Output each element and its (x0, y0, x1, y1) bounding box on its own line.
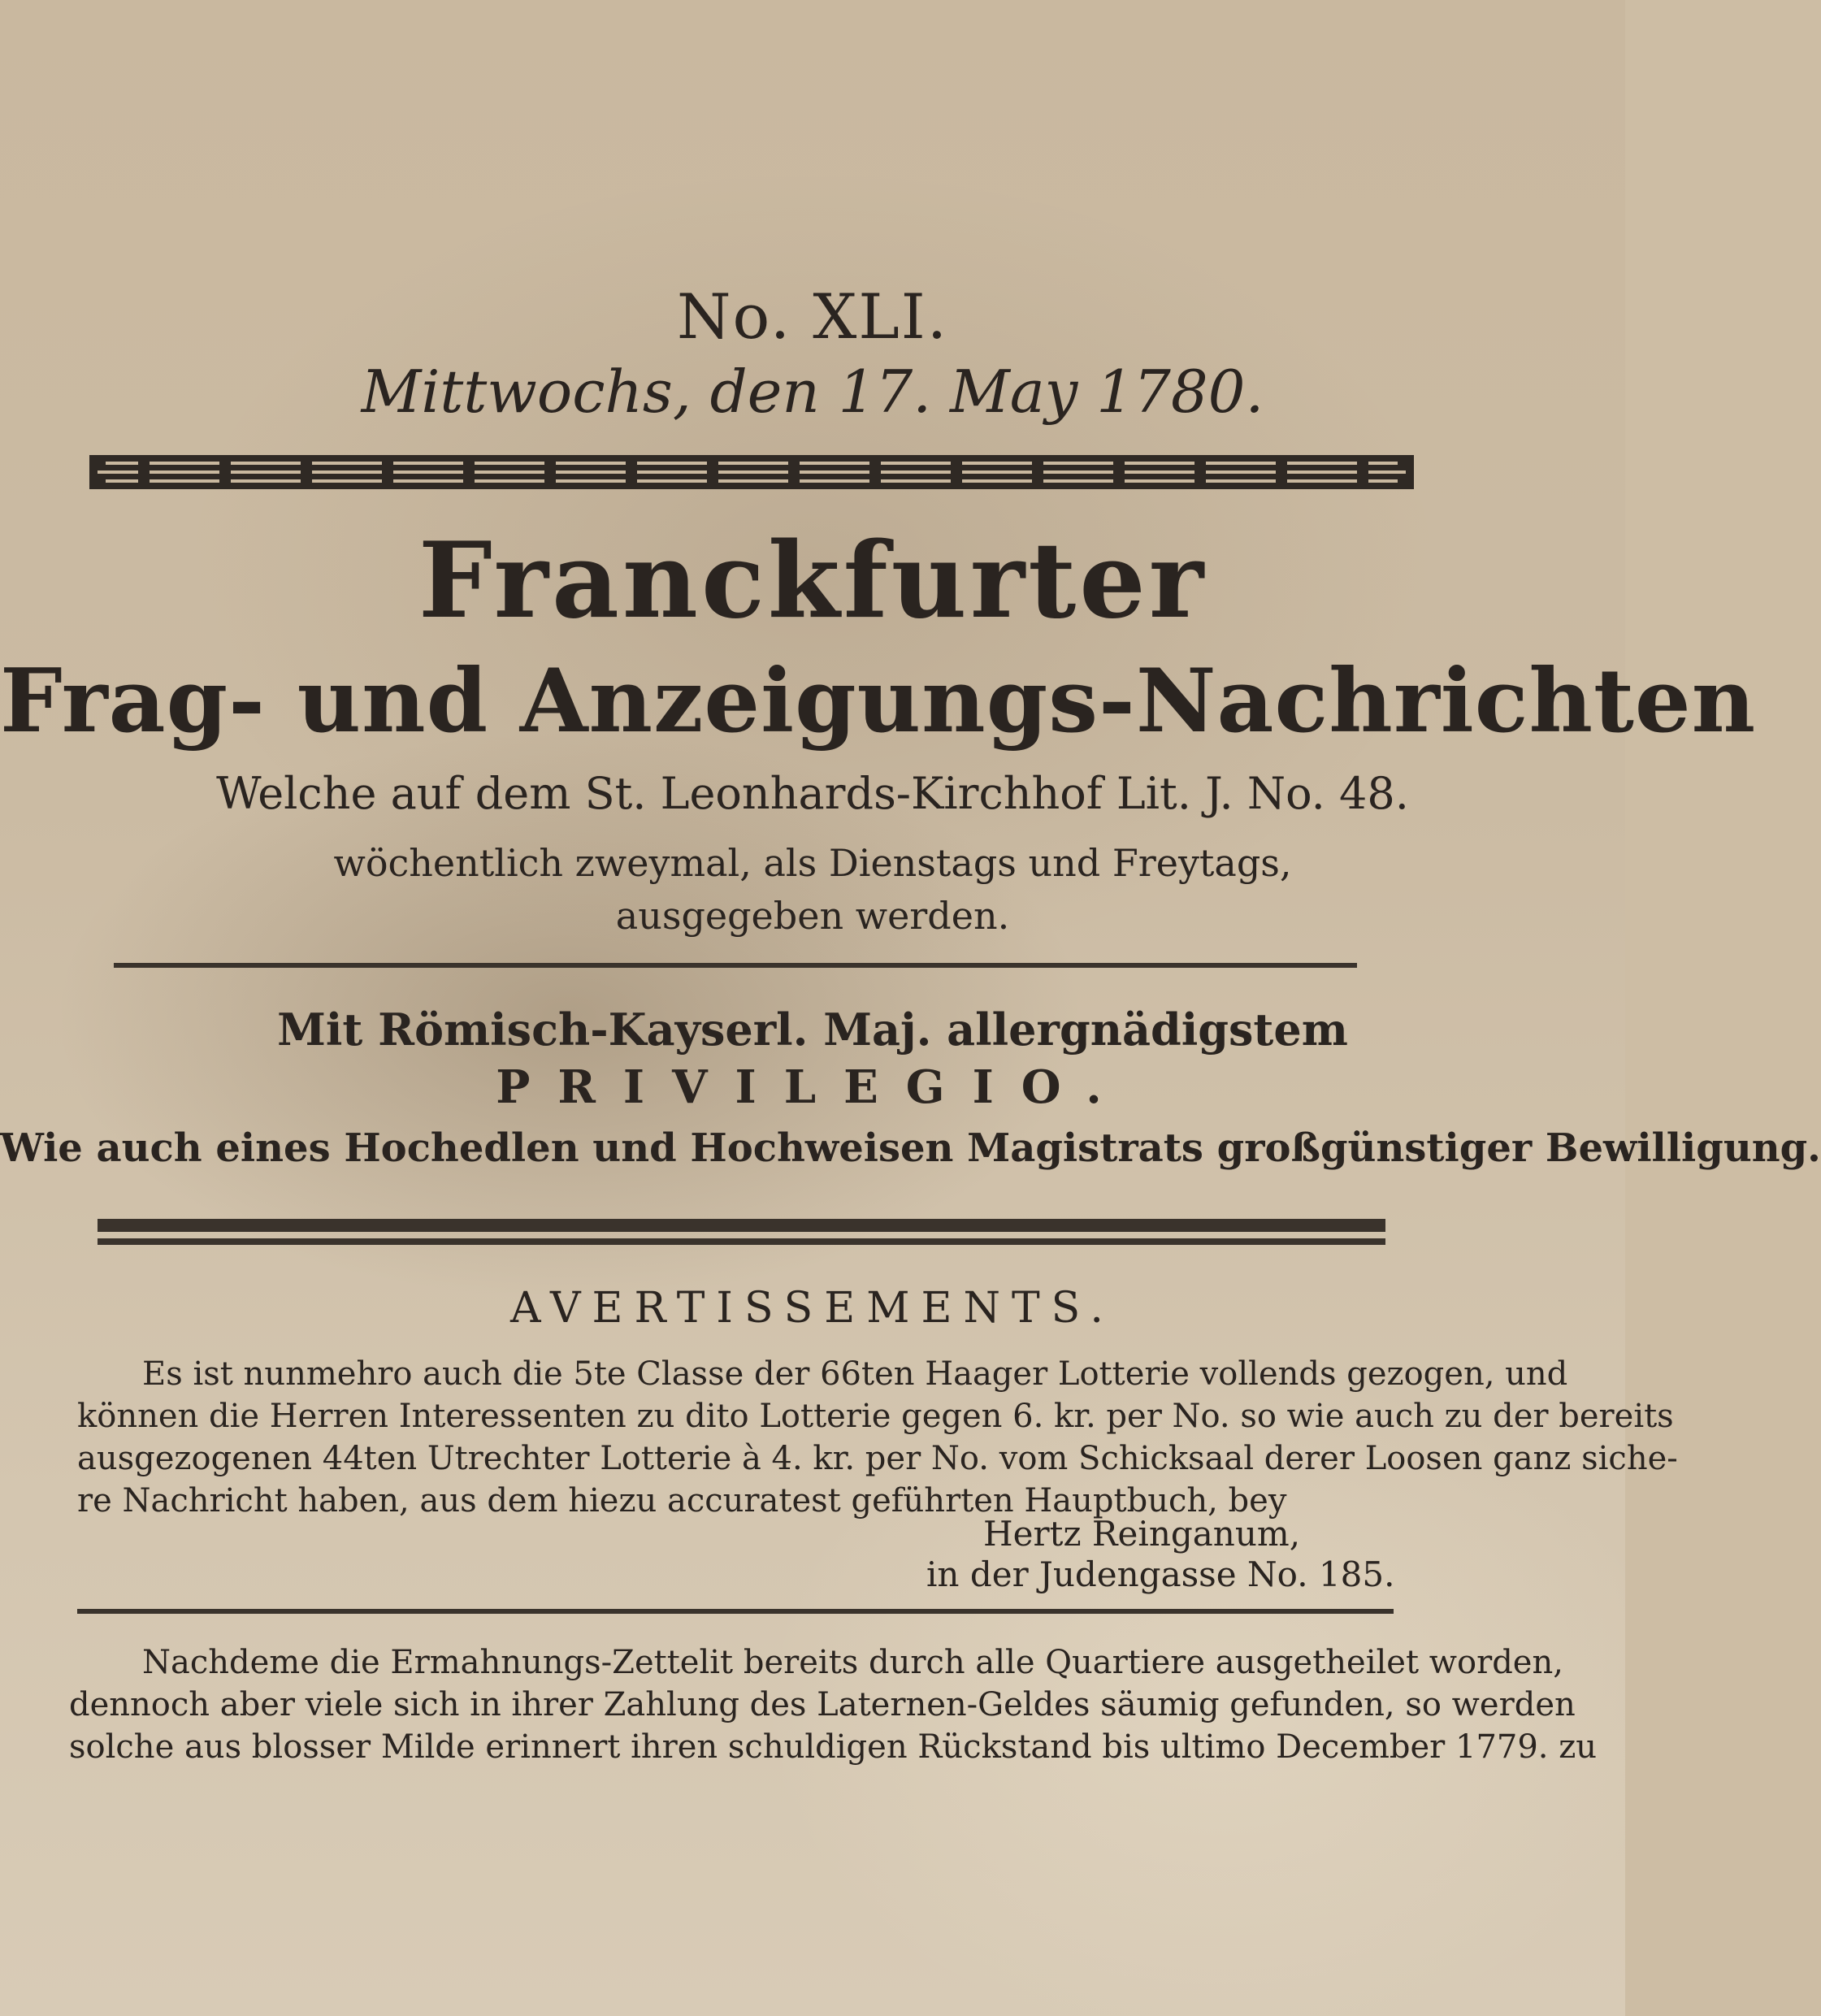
masthead-address-line1: Welche auf dem St. Leonhards-Kirchhof Lit. J. No. 48. (216, 768, 1409, 819)
divider-rule-2 (77, 1609, 1394, 1614)
advert1-line: können die Herren Interessenten zu dito Lotterie gegen 6. kr. per No. so wie auch zu der bereits (77, 1398, 1674, 1435)
advert2-line: Nachdeme die Ermahnungs-Zettelit bereits durch alle Quartiere ausgetheilet worden, (142, 1644, 1563, 1681)
advert2-line: solche aus blosser Milde erinnert ihren schuldigen Rückstand bis ultimo December 1779. zu (69, 1728, 1598, 1766)
advert1-line: ausgezogenen 44ten Utrechter Lotterie à 4. kr. per No. vom Schicksaal derer Loosen ganz siche- (77, 1440, 1678, 1477)
section-heading: AVERTISSEMENTS. (510, 1284, 1115, 1333)
advert2-line: dennoch aber viele sich in ihrer Zahlung des Laternen-Geldes säumig gefunden, so werden (69, 1686, 1576, 1723)
masthead-address-line2: wöchentlich zweymal, als Dienstags und Freytags, (333, 841, 1292, 885)
advert1-line: Es ist nunmehro auch die 5te Classe der 66ten Haager Lotterie vollends gezogen, und (142, 1355, 1568, 1393)
advert1-line: re Nachricht haben, aus dem hiezu accuratest geführten Hauptbuch, bey (77, 1482, 1287, 1520)
issue-number: No. XLI. (677, 280, 948, 353)
masthead-address-line3: ausgegeben werden. (615, 894, 1010, 938)
divider-rule (114, 963, 1357, 968)
privilege-line1: Mit Römisch-Kayserl. Maj. allergnädigstem (277, 1004, 1348, 1056)
privilege-line2: PRIVILEGIO. (496, 1060, 1129, 1114)
ornamental-border (89, 455, 1414, 489)
heavy-divider-rule-lower (98, 1238, 1385, 1245)
heavy-divider-rule (98, 1219, 1385, 1232)
issue-date: Mittwochs, den 17. May 1780. (361, 358, 1264, 426)
privilege-line3: Wie auch eines Hochedlen und Hochweisen Magistrats großgünstiger Bewilligung. (0, 1125, 1821, 1171)
advert1-signature-name: Hertz Reinganum, (983, 1514, 1301, 1554)
masthead-title-line2: Frag- und Anzeigungs-Nachrichten (0, 650, 1757, 752)
advert1-signature-address: in der Judengasse No. 185. (926, 1554, 1395, 1594)
masthead-title-line1: Franckfurter (418, 520, 1207, 642)
